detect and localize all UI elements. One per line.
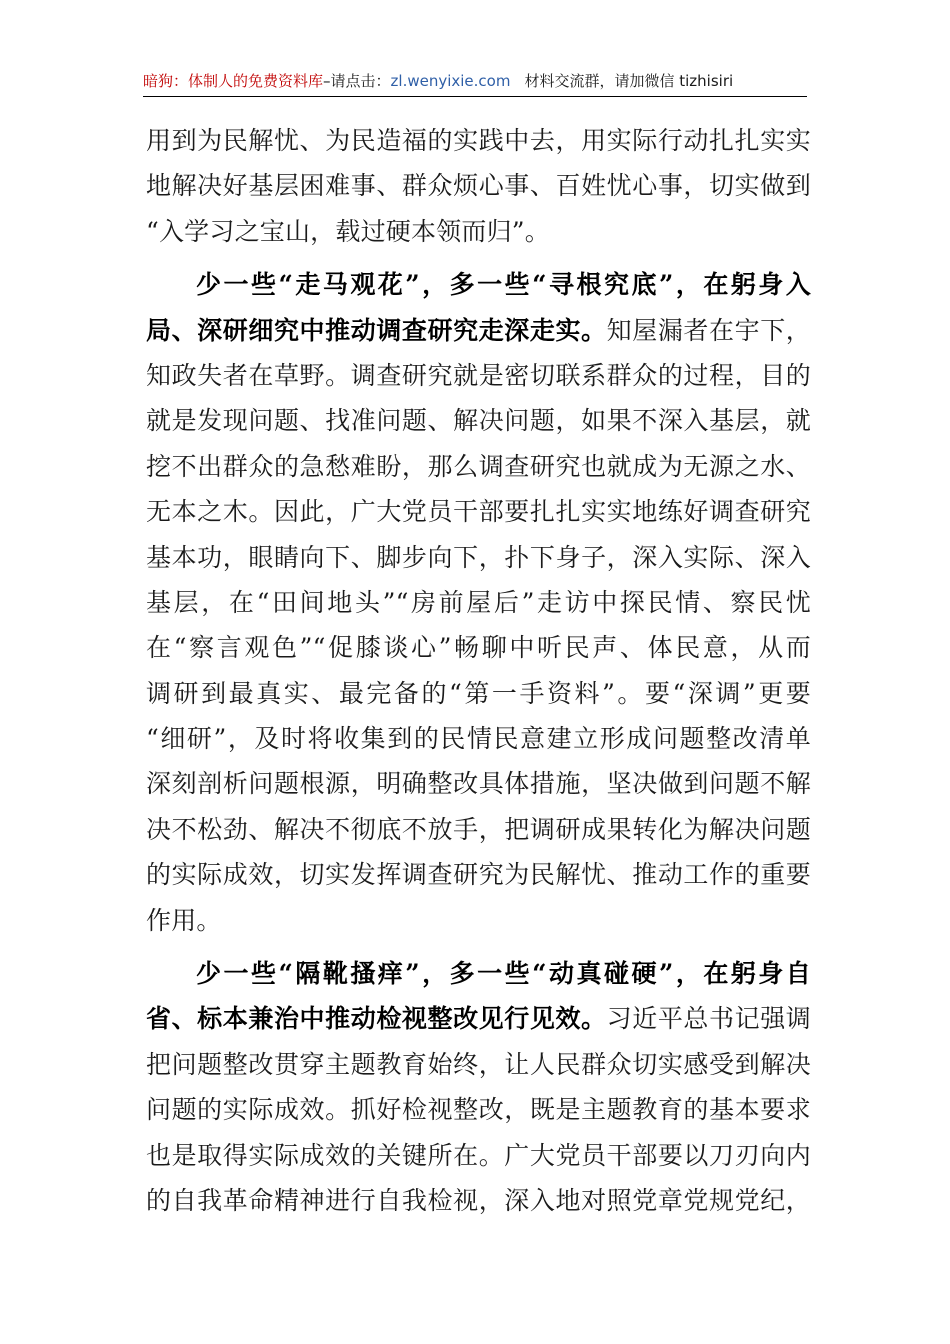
para3-text: 习近平总书记强调 [606,1004,811,1034]
para2-line: 决不松劲、解决不彻底不放手，把调研成果转化为解决问题 [146,814,811,844]
para1-line: “入学习之宝山，载过硬本领而归”。 [146,216,550,246]
header-prompt: –请点击： [323,72,391,90]
para2-line: 在“察言观色”“促膝谈心”畅聊中听民声、体民意，从而 [146,633,811,663]
para3-line [146,996,811,1041]
para1-line: 地解决好基层困难事、群众烦心事、百姓忧心事，切实做到 [146,171,811,201]
para2-line: 基层，在“田间地头”“房前屋后”走访中探民情、察民忧 [146,587,811,617]
document-body [146,118,811,1223]
para2-line: 就是发现问题、找准问题、解决问题，如果不深入基层，就 [146,406,811,436]
para2-line: 调研到最真实、最完备的“第一手资料”。要“深调”更要 [146,678,811,708]
header-brand: 暗狗：体制人的免费资料库 [143,72,324,90]
para2-heading-tail: 局、深研细究中推动调查研究走深走实。 [146,315,607,345]
para2-line [146,308,811,353]
para3-line: 也是取得实际成效的关键所在。广大党员干部要以刀刃向内 [146,1140,811,1170]
header-group-note: 材料交流群，请加微信 tizhisiri [524,72,734,90]
para2-line: 挖不出群众的急愁难盼，那么调查研究也就成为无源之水、 [146,451,811,481]
para2-line: 无本之木。因此，广大党员干部要扎扎实实地练好调查研究 [146,497,811,527]
para3-heading: 少一些“隔靴搔痒”，多一些“动真碰硬”，在躬身自 [196,959,811,989]
para2-line: 知政失者在草野。调查研究就是密切联系群众的过程，目的 [146,360,811,390]
para2-heading: 少一些“走马观花”，多一些“寻根究底”，在躬身入 [196,270,811,300]
para2-line: 作用。 [146,905,222,935]
para2-line: 深刻剖析问题根源，明确整改具体措施，坚决做到问题不解 [146,769,811,799]
para3-line: 的自我革命精神进行自我检视，深入地对照党章党规党纪， [146,1185,811,1215]
para2-line: 基本功，眼睛向下、脚步向下，扑下身子，深入实际、深入 [146,542,811,572]
para1-line: 用到为民解忧、为民造福的实践中去，用实际行动扎扎实实 [146,126,811,155]
para2-line: “细研”，及时将收集到的民情民意建立形成问题整改清单 [146,724,811,754]
para3-line: 把问题整改贯穿主题教育始终，让人民群众切实感受到解决 [146,1049,811,1079]
para3-heading-tail: 省、标本兼治中推动检视整改见行见效。 [146,1004,607,1034]
header-url-link[interactable]: zl.wenyixie.com [390,72,511,90]
para3-line: 问题的实际成效。抓好检视整改，既是主题教育的基本要求 [146,1095,811,1125]
para2-line: 的实际成效，切实发挥调查研究为民解忧、推动工作的重要 [146,860,811,890]
para2-text: 知屋漏者在宇下， [606,315,811,345]
page-header [143,70,807,97]
